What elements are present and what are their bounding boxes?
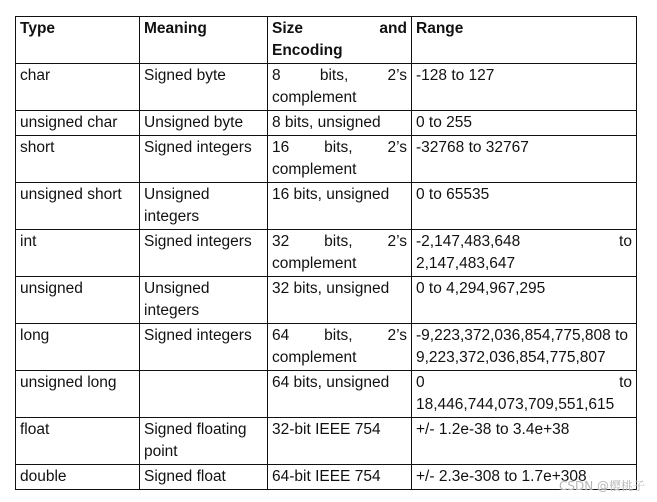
- cell-size: 16 bits, unsigned: [268, 183, 412, 230]
- cell-size: 64 bits, unsigned: [268, 371, 412, 418]
- cell-meaning: Signed float: [140, 465, 268, 490]
- table-row: [16, 324, 637, 371]
- table-row: [16, 64, 637, 111]
- cell-size: 16 bits, 2’s complement: [268, 136, 412, 183]
- table-row: [16, 136, 637, 183]
- table-row: [16, 418, 637, 465]
- cell-range: -32768 to 32767: [412, 136, 637, 183]
- cell-range: 0 to 65535: [412, 183, 637, 230]
- cell-meaning: Signed integers: [140, 230, 268, 277]
- cell-meaning: Signed integers: [140, 136, 268, 183]
- cell-size: 64-bit IEEE 754: [268, 465, 412, 490]
- cell-size: 32-bit IEEE 754: [268, 418, 412, 465]
- table-header-row: [16, 17, 637, 64]
- cell-type: char: [16, 64, 140, 111]
- table-row: [16, 111, 637, 136]
- cell-meaning: [140, 371, 268, 418]
- cell-meaning: Signed integers: [140, 324, 268, 371]
- cell-range: 0 to 18,446,744,073,709,551,615: [412, 371, 637, 418]
- header-meaning: Meaning: [140, 17, 268, 64]
- cell-range: +/- 2.3e-308 to 1.7e+308: [412, 465, 637, 490]
- cell-type: short: [16, 136, 140, 183]
- cell-range: -128 to 127: [412, 64, 637, 111]
- table-row: [16, 465, 637, 490]
- header-size-encoding: Size and Encoding: [268, 17, 412, 64]
- cell-size: 32 bits, unsigned: [268, 277, 412, 324]
- cell-meaning: Signed byte: [140, 64, 268, 111]
- cell-size: 8 bits, 2’s complement: [268, 64, 412, 111]
- watermark-text: CSDN @樱桃子: [558, 479, 645, 493]
- cell-type: unsigned char: [16, 111, 140, 136]
- cell-range: -9,223,372,036,854,775,808 to 9,223,372,036,854,775,807: [412, 324, 637, 371]
- table-row: [16, 183, 637, 230]
- cell-type: int: [16, 230, 140, 277]
- table-row: [16, 371, 637, 418]
- cell-type: unsigned short: [16, 183, 140, 230]
- cell-type: unsigned long: [16, 371, 140, 418]
- data-type-table-wrapper: [15, 16, 636, 490]
- cell-size: 64 bits, 2’s complement: [268, 324, 412, 371]
- data-type-table: [15, 16, 637, 490]
- cell-meaning: Unsigned integers: [140, 183, 268, 230]
- header-range: Range: [412, 17, 637, 64]
- cell-meaning: Signed floating point: [140, 418, 268, 465]
- table-row: [16, 277, 637, 324]
- cell-meaning: Unsigned byte: [140, 111, 268, 136]
- header-type: Type: [16, 17, 140, 64]
- cell-type: float: [16, 418, 140, 465]
- cell-range: 0 to 4,294,967,295: [412, 277, 637, 324]
- cell-range: -2,147,483,648 to 2,147,483,647: [412, 230, 637, 277]
- cell-range: +/- 1.2e-38 to 3.4e+38: [412, 418, 637, 465]
- cell-size: 32 bits, 2’s complement: [268, 230, 412, 277]
- cell-size: 8 bits, unsigned: [268, 111, 412, 136]
- cell-range: 0 to 255: [412, 111, 637, 136]
- cell-type: double: [16, 465, 140, 490]
- cell-type: long: [16, 324, 140, 371]
- table-row: [16, 230, 637, 277]
- cell-meaning: Unsigned integers: [140, 277, 268, 324]
- cell-type: unsigned: [16, 277, 140, 324]
